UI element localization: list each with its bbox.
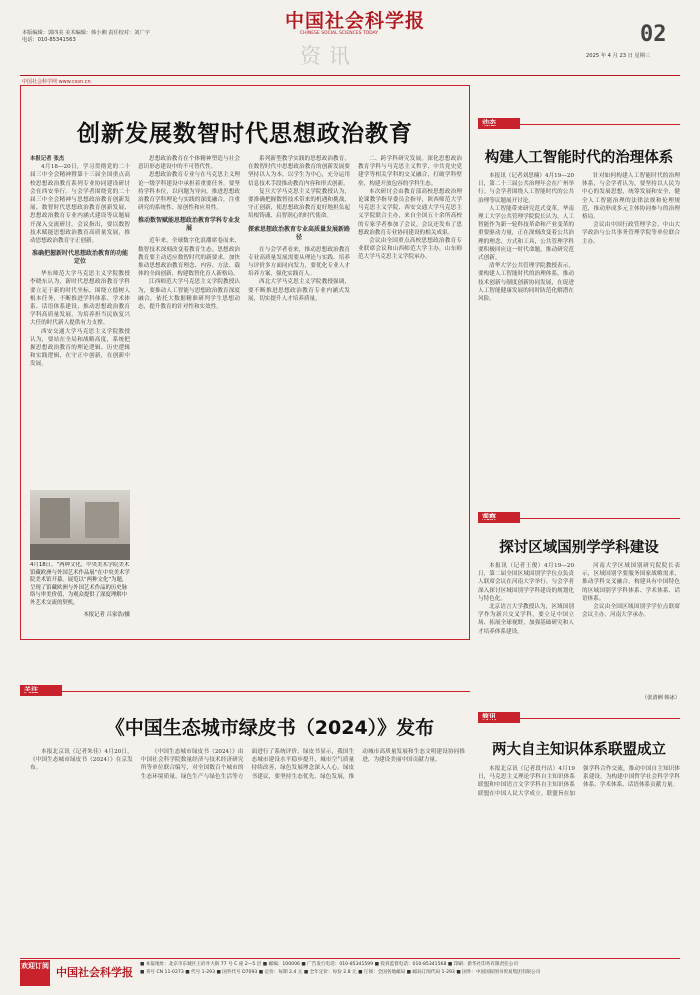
tag-divider [478, 124, 680, 125]
lead-byline: 本报记者 张杰 [30, 156, 65, 162]
header-divider [20, 75, 680, 76]
masthead-en: CHINESE SOCIAL SCIENCES TODAY [300, 31, 379, 36]
issue-date: 2025 年 4 月 23 日 星期三 [586, 53, 651, 59]
paragraph: 思想政治教育在个体精神塑造与社会意识形态建设中的不可替代性。 [138, 156, 240, 171]
paragraph: 系列新型教学实践的思想政治教育，在数智时代中思想政治教育的创新发展要坚持以人为本，以学生为中心，充分运用信息技术手段推动教育内容和形式创新。 [248, 156, 350, 187]
paragraph: 本报北京讯（记者段丹洁）4月19日，马克思主义理论学科自主知识体系联盟和中国语言文学学科自主知识体系联盟在中国人民大学成立。联盟旨在加强学科合作交流，推动中国自主知识体系建设，为构建中国哲学社会科学学科体系、学术体系、话语体系贡献力量。 [478, 766, 680, 797]
tag-divider [478, 518, 680, 519]
site-url[interactable]: 中国社会科学网 www.cssn.cn [22, 79, 91, 85]
section-tag: 简讯 [478, 712, 520, 723]
paragraph: 本报讯（记者刘思楠）4月19—20日，第二十三届公共治理年会在广州举行。与会学者围绕人工智能时代的公共治理等议题展开讨论。 [478, 173, 574, 204]
paragraph: 《中国生态城市绿皮书（2024）》由中国社会科学院数量经济与技术经济研究所等单位联合编写，对全国数百个城市的生态环境质量、绿色生产与绿色生活等方面进行了系统评价。绿皮书显示，我国生态城市建设水平稳步提升，城市空气质量持续改善，绿色发展理念深入人心。绿皮书建议，要坚持生态优先、绿色发展，推动城市高质量发展和生态文明建设协同推进，为建设美丽中国贡献力量。 [140, 749, 465, 780]
editor-note: （张清俐 韩冰） [642, 695, 680, 701]
right-article-title: 探讨区域国别学学科建设 [499, 540, 659, 556]
footer-line: ■ 本报地址：北京市东城区王府井大街 77 号 C 座 2—5 层 ■ 邮编：100006 ■ 广告发行电话：010-85341599 ■ 投诉监督电话：010-85341568 ■ 印刷：新华社印务有限责任公司 [140, 962, 518, 967]
subscribe-label: 欢迎订阅 [20, 960, 50, 986]
paragraph: 西北大学马克思主义学院教授强调，要不断推进思想政治教育专业内涵式发展，切实提升人才培养质量。 [248, 279, 350, 302]
paragraph: 西安交通大学马克思主义学院教授认为，要站在全局和战略高度，系统把握思想政治教育的理论逻辑、历史逻辑和实践逻辑，在守正中创新，在创新中发展。 [30, 328, 130, 368]
header-phone: 电话：010-85341563 [22, 37, 76, 43]
bottom-article-title: 《中国生态城市绿皮书（2024）》发布 [105, 717, 435, 739]
paragraph: 4月18—20日，学习贯彻党的二十届三中全会精神暨第十三届全国重点高校思想政治教育系列专业协同建设研讨会在西安举行。与会学者围绕党的二十届三中全会精神与思想政治教育创新发展、数智时代思想政治教育创新发展、思想政治教育专业内涵式建设等议题展开深入交流研讨。会议指出，要以数智技术赋能思想政治教育高质量发展，推动思想政治教育守正创新。 [30, 164, 130, 245]
paragraph: 北京语言大学教授认为，区域国别学作为新兴交叉学科，要立足中国立场、拓展全球视野，加强基础研究和人才培养体系建设。 [478, 604, 574, 635]
exhibition-photo [30, 490, 130, 560]
photo-caption: 4月18日，“两种文化，中央美术学院美术馆藏欧洲与外国艺术作品展”在中央美术学院美术馆开幕。展览以“两种文化”为题，呈现了馆藏欧洲与外国艺术作品的历史脉络与审美价值，为观众提供了深度理解中外艺术交流的契机。 [30, 562, 130, 606]
lead-column-4 [358, 155, 462, 625]
paragraph: 针对如何构建人工智能时代的治理体系，与会学者认为，要坚持以人民为中心的发展思想，统筹发展和安全，健全人工智能治理的法律法规和伦理规范，推动形成多元主体协同参与的治理格局。 [582, 173, 680, 221]
subheading: 准确把握新时代思想政治教育的功能定位 [31, 250, 128, 266]
paragraph: 会议由全国区域国别学学位点联席会议主办，河南大学承办。 [582, 604, 680, 619]
section-tag: 观察 [478, 512, 520, 523]
paragraph: 在与会学者看来，推动思想政治教育专业高质量发展需要从理论与实践、培养与评价多方面同向发力，要优化专业人才培养方案，强化实践育人。 [248, 246, 350, 278]
paragraph: 会议由全国重点高校思想政治教育专业联席会议和山西师范大学主办，山东师范大学马克思主义学院承办。 [358, 238, 462, 261]
lead-title: 创新发展数智时代思想政治教育 [77, 121, 413, 147]
right-article-col-1 [478, 562, 574, 702]
section-tag: 动态 [478, 118, 520, 129]
paragraph: 华东师范大学马克思主义学院教授李晓东认为，新时代思想政治教育学科要立足于新的时代坐标，围绕立德树人根本任务，不断推进学科体系、学术体系、话语体系建设，推动思想政治教育学科高质量发展，为培养担当民族复兴大任的时代新人提供有力支撑。 [30, 271, 130, 327]
paragraph: 近年来，全球数字化浪潮席卷而来，数智技术深刻改变着教育生态。思想政治教育要主动适应数智时代的新要求，加快推动思想政治教育理念、内容、方法、载体的全面创新，构建数智化育人新格局。 [138, 238, 240, 278]
right-article-col-2 [582, 172, 680, 362]
header-credits [22, 30, 162, 44]
paragraph: 江西师范大学马克思主义学院教授认为，要推动人工智能与思想政治教育深度融合，依托大数据精准研判学生思想动态，提升教育的针对性和实效性。 [138, 279, 240, 311]
right-article-title: 构建人工智能时代的治理体系 [484, 150, 674, 166]
paragraph: 本报讯（记者王俊）4月19—20日，第二届全国区域国别学学位点负责人联席会议在河南大学举行。与会学者深入探讨区域国别学学科建设的规划化与特色化。 [478, 563, 574, 602]
paragraph: 清华大学公共管理学院教授表示，要构建人工智能时代的治理体系，推动技术创新与制度创新协同发展，在促进人工智能健康发展的同时防范化解潜在风险。 [478, 263, 574, 303]
section-name: 资讯 [300, 44, 358, 68]
lead-column-3 [248, 155, 350, 625]
section-tag: 关注 [20, 685, 62, 696]
tag-divider [20, 691, 470, 692]
footer-line: ■ 刊号 CN 11-0273 ■ 代号 1-293 ■ 国外代号 D7093 ■ 定价：每期 2.4 元 ■ 全年定价：每份 2.8 元 ■ 订阅：全国各地邮局 ■ 邮局订阅代码 1-293 ■ 国外：中国国际图书贸易集团有限公司 [140, 970, 541, 975]
paragraph: 本报北京讯（记者朱佳）4月20日，《中国生态城市绿皮书（2024）》在京发布。 [30, 749, 133, 772]
paragraph: 会议由中国行政管理学会、中山大学政治与公共事务管理学院等单位联合主办。 [582, 222, 680, 245]
paragraph: 复旦大学马克思主义学院教授认为，要准确把握数智技术带来的机遇和挑战，守正创新，使思想政治教育更好地担负起培根铸魂、启智润心的时代使命。 [248, 188, 350, 220]
right-article-col-1 [478, 172, 574, 362]
footer-info [140, 961, 680, 977]
paragraph: 二、跨学科研究发展。深化思想政治教育学科与马克思主义哲学、中共党史党建学等相关学科的交叉融合，打破学科壁垒，构建开放包容的学科生态。 [358, 156, 462, 187]
paragraph: 河南大学区域国别研究院院长表示，区域国别学要服务国家战略需求，推动学科交叉融合，构建具有中国特色的区域国别学学科体系、学术体系、话语体系。 [582, 563, 680, 602]
lead-column-1 [30, 155, 130, 485]
bottom-right-title: 两大自主知识体系联盟成立 [492, 742, 666, 758]
lead-column-2 [138, 155, 240, 625]
right-article-col-2 [582, 562, 680, 692]
paragraph: 思想政治教育专业与在马克思主义理论一级学科建设中承担着重要任务。要坚持学科本位，以问题为导向，推进思想政治教育学科理论与实践的深度融合，注重研究的系统性、原创性和应用性。 [138, 172, 240, 212]
subheading: 推动数智赋能思想政治教育学科专业发展 [138, 217, 240, 233]
footer-masthead: 中国社会科学报 [56, 966, 133, 979]
masthead: 中国社会科学报 [284, 10, 425, 32]
subheading: 探索思想政治教育专业高质量发展新路径 [248, 225, 350, 241]
photo-credit: 本报记者 吕家浩/摄 [83, 612, 130, 618]
bottom-right-body [478, 765, 680, 950]
paragraph: 本次研讨会由教育部高校思想政治理论课教学指导委员会指导，陕西师范大学马克思主义学院、西安交通大学马克思主义学院联合主办，来自全国五十余所高校的专家学者参加了会议。会议还发布了思想政治教育专业协同建设的相关成果。 [358, 188, 462, 236]
bottom-article-body [30, 748, 465, 948]
tag-divider [478, 718, 680, 719]
page-number: 02 [640, 22, 667, 47]
header-editors: 本版编辑：郭四美 美术编辑：韩小湘 责任校对：刘广宇 [22, 30, 150, 36]
paragraph: 人工智能带来研究范式变革。华南理工大学公共管理学院院长认为，人工智能作为新一轮科技革命和产业变革的重要驱动力量，正在深刻改变着公共治理的理念、方式和工具，公共管理学科要积极回应这一时代命题，推动研究范式创新。 [478, 205, 574, 262]
